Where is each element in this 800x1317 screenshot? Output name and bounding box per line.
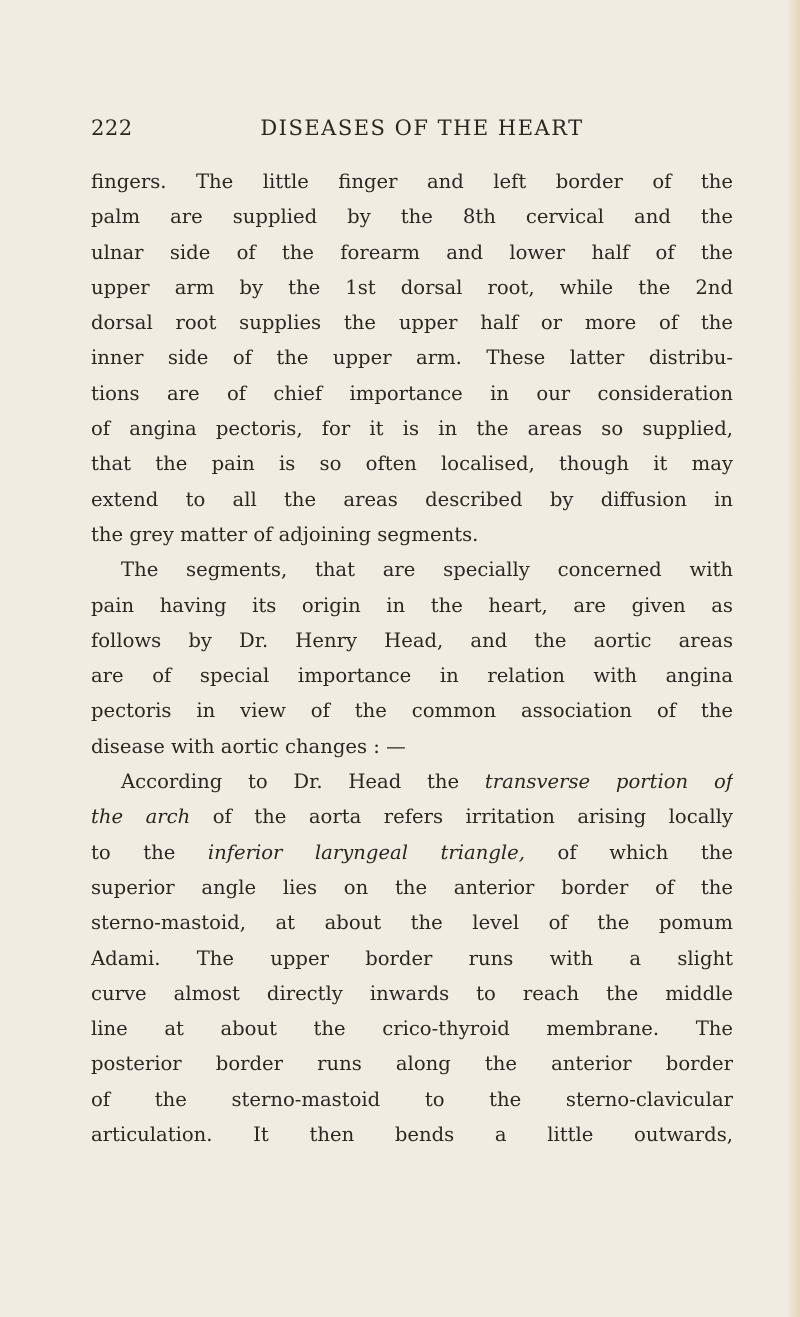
text-line: that the pain is so often localised, though it may: [91, 452, 733, 476]
text-line: follows by Dr. Henry Head, and the aortic areas: [91, 628, 733, 652]
running-title: DISEASES OF THE HEART: [260, 116, 584, 140]
text-line: inner side of the upper arm. These latter distribu-: [91, 346, 733, 370]
text-line: sterno-mastoid, at about the level of the pomum: [91, 911, 733, 935]
text-line: extend to all the areas described by diffusion in: [91, 487, 733, 511]
page-edge-shadow: [786, 0, 800, 1317]
text-line: disease with aortic changes : —: [91, 734, 406, 758]
text-line: pectoris in view of the common association of the: [91, 699, 733, 723]
text-line: line at about the crico-thyroid membrane. The: [91, 1017, 733, 1041]
text-line: curve almost directly inwards to reach the middle: [91, 981, 733, 1005]
text-line: to the inferior laryngeal triangle, of which the: [91, 840, 733, 864]
text-line: superior angle lies on the anterior border of the: [91, 875, 733, 899]
page-header: [91, 116, 733, 146]
text-line: dorsal root supplies the upper half or more of the: [91, 311, 733, 335]
text-line: the grey matter of adjoining segments.: [91, 522, 479, 546]
text-line: Adami. The upper border runs with a slight: [91, 946, 733, 970]
text-line: pain having its origin in the heart, are given as: [91, 593, 733, 617]
body-text: [91, 164, 733, 1152]
page-number: 222: [91, 116, 133, 140]
text-line: of the sterno-mastoid to the sterno-clavicular: [91, 1087, 733, 1111]
text-line: tions are of chief importance in our consideration: [91, 381, 733, 405]
text-line: upper arm by the 1st dorsal root, while the 2nd: [91, 275, 733, 299]
text-line: ulnar side of the forearm and lower half of the: [91, 240, 733, 264]
text-line: According to Dr. Head the transverse portion of: [121, 770, 733, 794]
text-line: articulation. It then bends a little outwards,: [91, 1123, 733, 1147]
text-line: posterior border runs along the anterior border: [91, 1052, 733, 1076]
text-line: are of special importance in relation with angina: [91, 664, 733, 688]
text-line: the arch of the aorta refers irritation arising locally: [91, 805, 733, 829]
text-line: The segments, that are specially concerned with: [121, 558, 733, 582]
text-line: of angina pectoris, for it is in the areas so supplied,: [91, 417, 733, 441]
text-line: fingers. The little finger and left border of the: [91, 170, 733, 193]
text-line: palm are supplied by the 8th cervical and the: [91, 205, 733, 229]
